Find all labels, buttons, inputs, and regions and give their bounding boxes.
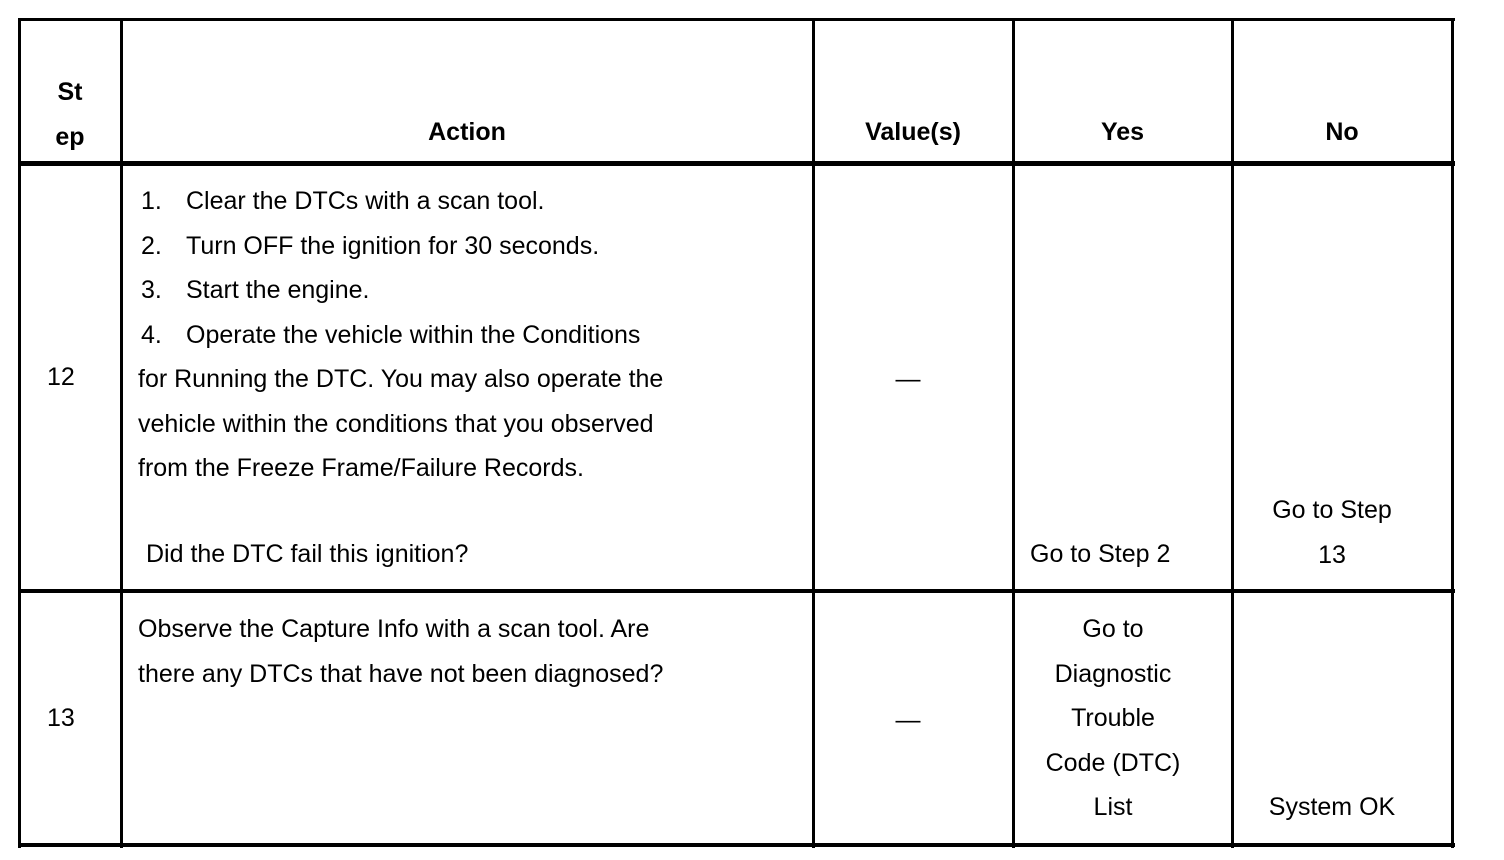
value-dash-step-12: — bbox=[895, 365, 921, 393]
column-divider-values bbox=[1012, 18, 1015, 848]
yes-go-to-dtc-list bbox=[1016, 607, 1210, 830]
list-number: 3. bbox=[141, 276, 162, 304]
row-divider bbox=[18, 589, 1455, 593]
table-border-top bbox=[18, 18, 1455, 21]
yes-go-to-step-2: Go to Step 2 bbox=[1030, 540, 1171, 568]
table-border-left bbox=[18, 18, 21, 848]
column-divider-yes bbox=[1231, 18, 1234, 848]
yes-line: Code (DTC) bbox=[1045, 748, 1181, 777]
action-continuation-line: vehicle within the conditions that you observed bbox=[138, 409, 654, 438]
action-list-item bbox=[138, 313, 663, 358]
list-text: Turn OFF the ignition for 30 seconds. bbox=[186, 231, 600, 260]
column-divider-action bbox=[812, 18, 815, 848]
action-cell-step-13 bbox=[138, 607, 663, 696]
yes-line: Diagnostic bbox=[1054, 659, 1172, 688]
value-dash-step-13: — bbox=[895, 706, 921, 734]
column-divider-step bbox=[120, 18, 123, 848]
no-line-2: 13 bbox=[1318, 540, 1346, 569]
action-list-item bbox=[138, 268, 663, 313]
list-number: 4. bbox=[141, 320, 162, 349]
list-text: Clear the DTCs with a scan tool. bbox=[186, 187, 545, 215]
list-number: 2. bbox=[141, 231, 162, 260]
step-number-13: 13 bbox=[47, 704, 75, 732]
list-number: 1. bbox=[141, 187, 162, 215]
action-line: Observe the Capture Info with a scan tool. Are bbox=[138, 615, 650, 643]
no-go-to-step-13 bbox=[1235, 488, 1429, 577]
header-step bbox=[22, 70, 118, 159]
header-values: Value(s) bbox=[865, 118, 961, 146]
table-border-right bbox=[1451, 18, 1454, 848]
header-step-line2: ep bbox=[55, 122, 85, 151]
action-cell-step-12 bbox=[138, 179, 663, 491]
header-yes: Yes bbox=[1100, 118, 1145, 146]
list-text: Start the engine. bbox=[186, 276, 370, 304]
yes-line: List bbox=[1093, 793, 1133, 821]
header-step-line1: St bbox=[57, 78, 83, 106]
action-list-item bbox=[138, 179, 663, 224]
header-action: Action bbox=[428, 118, 506, 146]
header-divider bbox=[18, 161, 1455, 166]
action-continuation-line: from the Freeze Frame/Failure Records. bbox=[138, 454, 584, 482]
no-line-1: Go to Step bbox=[1272, 496, 1392, 524]
yes-line: Trouble bbox=[1071, 704, 1155, 732]
header-no: No bbox=[1325, 118, 1359, 146]
no-system-ok: System OK bbox=[1268, 793, 1396, 821]
table-border-bottom bbox=[18, 843, 1455, 847]
action-continuation-line: for Running the DTC. You may also operate the bbox=[138, 365, 664, 393]
action-list-item bbox=[138, 224, 663, 269]
action-line: there any DTCs that have not been diagnosed? bbox=[138, 659, 664, 688]
list-text: Operate the vehicle within the Conditions bbox=[186, 320, 641, 349]
action-question-step-12: Did the DTC fail this ignition? bbox=[146, 540, 469, 568]
yes-line: Go to bbox=[1082, 615, 1144, 643]
step-number-12: 12 bbox=[47, 363, 75, 391]
